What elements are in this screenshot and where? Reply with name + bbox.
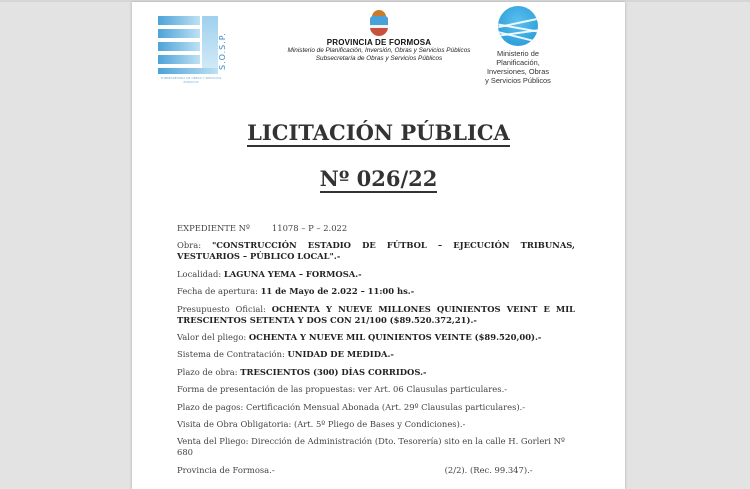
ministry-name: Ministerio de Planificación, Inversión, Obras y Servicios Públicos [287, 47, 471, 54]
obra-row [177, 240, 575, 262]
province-name: PROVINCIA DE FORMOSA [326, 38, 432, 47]
document-title [132, 120, 625, 145]
localidad-row [177, 269, 575, 280]
valor-value: OCHENTA Y NUEVE MIL QUINIENTOS VEINTE ($89.520,00).- [248, 331, 542, 342]
expediente-row [177, 223, 575, 234]
tender-number [132, 166, 625, 191]
provincia-row [177, 465, 575, 476]
sosp-abbr: S.O.S.P. [218, 32, 227, 70]
localidad-label: Localidad: [177, 268, 222, 279]
ministry-logo-line1: Ministerio de [497, 49, 539, 58]
sosp-logo [158, 16, 227, 86]
tender-number-text: Nº 026/22 [319, 166, 438, 191]
visita-row: Visita de Obra Obligatoria: (Art. 5º Pliego de Bases y Condiciones).- [177, 418, 466, 429]
obra-value: "CONSTRUCCIÓN ESTADIO DE FÚTBOL – EJECUCIÓN TRIBUNAS, VESTUARIOS – PÚBLICO LOCAL".- [177, 240, 575, 262]
plazo-obra-value: TRESCIENTOS (300) DÍAS CORRIDOS.- [240, 366, 427, 377]
fecha-row [177, 286, 575, 297]
presupuesto-label: Presupuesto Oficial: [177, 303, 266, 314]
valor-label: Valor del pliego: [177, 331, 247, 342]
sistema-row [177, 349, 575, 360]
logo-bar [158, 29, 200, 38]
obra-label: Obra: [177, 240, 202, 251]
provincia-text: Provincia de Formosa.- [177, 464, 275, 475]
province-header [254, 10, 504, 63]
ministry-logo-line2: Planificación, [496, 58, 540, 67]
localidad-value: LAGUNA YEMA – FORMOSA.- [223, 268, 362, 279]
expediente-value: 11078 – P – 2.022 [271, 223, 348, 233]
valor-row [177, 332, 575, 343]
subsecretary-name: Subsecretaría de Obras y Servicios Públicos [315, 55, 443, 62]
rec-number: (2/2). (Rec. 99.347).- [444, 464, 533, 475]
sistema-label: Sistema de Contratación: [177, 349, 285, 360]
logo-column [202, 16, 218, 74]
logo-base [158, 68, 218, 74]
sosp-caption: SUBSECRETARIA DE OBRAS Y SERVICIOS PUBLICOS [160, 76, 222, 84]
plazo-obra-label: Plazo de obra: [177, 366, 238, 377]
fecha-value: 11 de Mayo de 2.022 – 11:00 hs.- [260, 286, 415, 297]
forma-row: Forma de presentación de las propuestas: ver Art. 06 Clausulas particulares.- [177, 384, 508, 395]
globe-icon [498, 6, 538, 46]
fecha-label: Fecha de apertura: [177, 286, 258, 297]
expediente-label: EXPEDIENTE Nº [177, 223, 250, 233]
plazo-obra-row [177, 367, 575, 378]
document-page [132, 2, 625, 489]
title-text: LICITACIÓN PÚBLICA [247, 120, 510, 145]
formosa-crest-icon [368, 10, 390, 36]
ministry-logo [476, 6, 560, 85]
logo-bar [158, 16, 200, 25]
ministry-logo-line3: Inversiones, Obras [486, 67, 550, 76]
presupuesto-row [177, 304, 575, 326]
presupuesto-value: OCHENTA Y NUEVE MILLONES QUINIENTOS VEINT E MIL TRESCIENTOS SETENTA Y DOS CON 21/100 ($89.520.372,21).- [177, 303, 576, 325]
ministry-logo-line4: y Servicios Públicos [485, 76, 551, 85]
plazo-pagos-row: Plazo de pagos: Certificación Mensual Abonada (Art. 29º Clausulas particulares).- [177, 401, 526, 412]
logo-bar [158, 55, 200, 64]
venta-row: Venta del Pliego: Dirección de Administración (Dto. Tesorería) sito en la calle H. Gorleri Nº 680 [177, 436, 565, 458]
sistema-value: UNIDAD DE MEDIDA.- [287, 349, 394, 360]
tender-details [177, 223, 575, 482]
logo-bar [158, 42, 200, 51]
